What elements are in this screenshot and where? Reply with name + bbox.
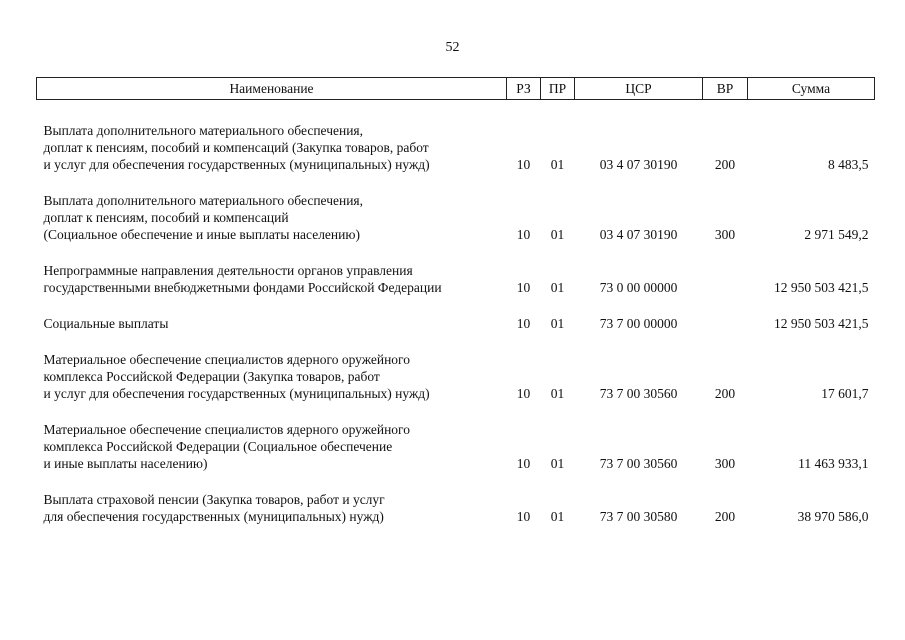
row-csr: 73 0 00 00000 — [599, 280, 678, 295]
row-name-line: государственными внебюджетными фондами Российской Федерации — [43, 280, 442, 295]
table-row — [37, 122, 875, 173]
table-row — [37, 421, 875, 472]
row-vr: 200 — [714, 509, 736, 524]
row-name-line: Материальное обеспечение специалистов ядерного оружейного — [43, 352, 411, 367]
row-vr: 300 — [714, 456, 736, 471]
gap-row — [37, 173, 875, 192]
row-name-line: и услуг для обеспечения государственных (муниципальных) нужд) — [43, 386, 430, 401]
table-body — [37, 100, 875, 526]
row-sum: 12 950 503 421,5 — [774, 316, 869, 331]
row-name-line: для обеспечения государственных (муниципальных) нужд) — [43, 509, 384, 524]
row-csr: 73 7 00 30580 — [599, 509, 678, 524]
header-sum: Сумма — [748, 78, 875, 100]
table-header-row — [37, 78, 875, 100]
row-name — [37, 421, 507, 472]
row-name-line: доплат к пенсиям, пособий и компенсаций (Закупка товаров, работ — [43, 140, 429, 155]
row-pr: 01 — [550, 316, 565, 331]
gap-row — [37, 296, 875, 315]
row-rz: 10 — [516, 227, 531, 242]
row-sum: 17 601,7 — [821, 386, 869, 401]
gap-row — [37, 402, 875, 421]
row-name — [37, 262, 507, 296]
row-name-line: Выплата страховой пенсии (Закупка товаров, работ и услуг — [43, 492, 385, 507]
header-csr: ЦСР — [575, 78, 703, 100]
row-name — [37, 122, 507, 173]
row-name-line: (Социальное обеспечение и иные выплаты населению) — [43, 227, 360, 242]
row-rz: 10 — [516, 280, 531, 295]
row-sum: 8 483,5 — [828, 157, 869, 172]
row-pr: 01 — [550, 509, 565, 524]
row-csr: 73 7 00 30560 — [599, 386, 678, 401]
header-name: Наименование — [37, 78, 507, 100]
gap-row — [37, 472, 875, 491]
row-name-line: Непрограммные направления деятельности органов управления — [43, 263, 413, 278]
row-name-line: Выплата дополнительного материального обеспечения, — [43, 123, 364, 138]
header-rz: РЗ — [507, 78, 541, 100]
row-name-line: Материальное обеспечение специалистов ядерного оружейного — [43, 422, 411, 437]
spacer-row — [37, 100, 875, 123]
row-rz: 10 — [516, 157, 531, 172]
table-row — [37, 491, 875, 525]
row-csr: 73 7 00 30560 — [599, 456, 678, 471]
row-name-line: Выплата дополнительного материального обеспечения, — [43, 193, 364, 208]
row-sum: 2 971 549,2 — [804, 227, 869, 242]
header-vr: ВР — [703, 78, 748, 100]
row-name-line: комплекса Российской Федерации (Социальное обеспечение — [43, 439, 393, 454]
row-vr: 200 — [714, 157, 736, 172]
row-name-line: Социальные выплаты — [43, 316, 169, 331]
gap-row — [37, 243, 875, 262]
row-csr: 03 4 07 30190 — [599, 157, 678, 172]
row-name — [37, 192, 507, 243]
row-csr: 03 4 07 30190 — [599, 227, 678, 242]
row-rz: 10 — [516, 386, 531, 401]
row-sum: 38 970 586,0 — [797, 509, 869, 524]
row-rz: 10 — [516, 316, 531, 331]
table-row — [37, 262, 875, 296]
row-name-line: и иные выплаты населению) — [43, 456, 208, 471]
row-name — [37, 351, 507, 402]
row-name — [37, 315, 507, 332]
table-row — [37, 192, 875, 243]
row-vr — [703, 315, 748, 332]
row-pr: 01 — [550, 227, 565, 242]
row-vr: 300 — [714, 227, 736, 242]
row-vr: 200 — [714, 386, 736, 401]
table-row — [37, 315, 875, 332]
row-sum: 12 950 503 421,5 — [774, 280, 869, 295]
row-pr: 01 — [550, 386, 565, 401]
row-name — [37, 491, 507, 525]
budget-table — [36, 77, 875, 525]
row-name-line: и услуг для обеспечения государственных (муниципальных) нужд) — [43, 157, 430, 172]
row-rz: 10 — [516, 456, 531, 471]
row-vr — [703, 262, 748, 296]
row-sum: 11 463 933,1 — [798, 456, 869, 471]
page-number: 52 — [445, 40, 460, 55]
row-rz: 10 — [516, 509, 531, 524]
gap-row — [37, 332, 875, 351]
header-pr: ПР — [541, 78, 575, 100]
row-pr: 01 — [550, 280, 565, 295]
table-row — [37, 351, 875, 402]
row-name-line: доплат к пенсиям, пособий и компенсаций — [43, 210, 289, 225]
row-name-line: комплекса Российской Федерации (Закупка товаров, работ — [43, 369, 380, 384]
row-csr: 73 7 00 00000 — [599, 316, 678, 331]
row-pr: 01 — [550, 456, 565, 471]
row-pr: 01 — [550, 157, 565, 172]
